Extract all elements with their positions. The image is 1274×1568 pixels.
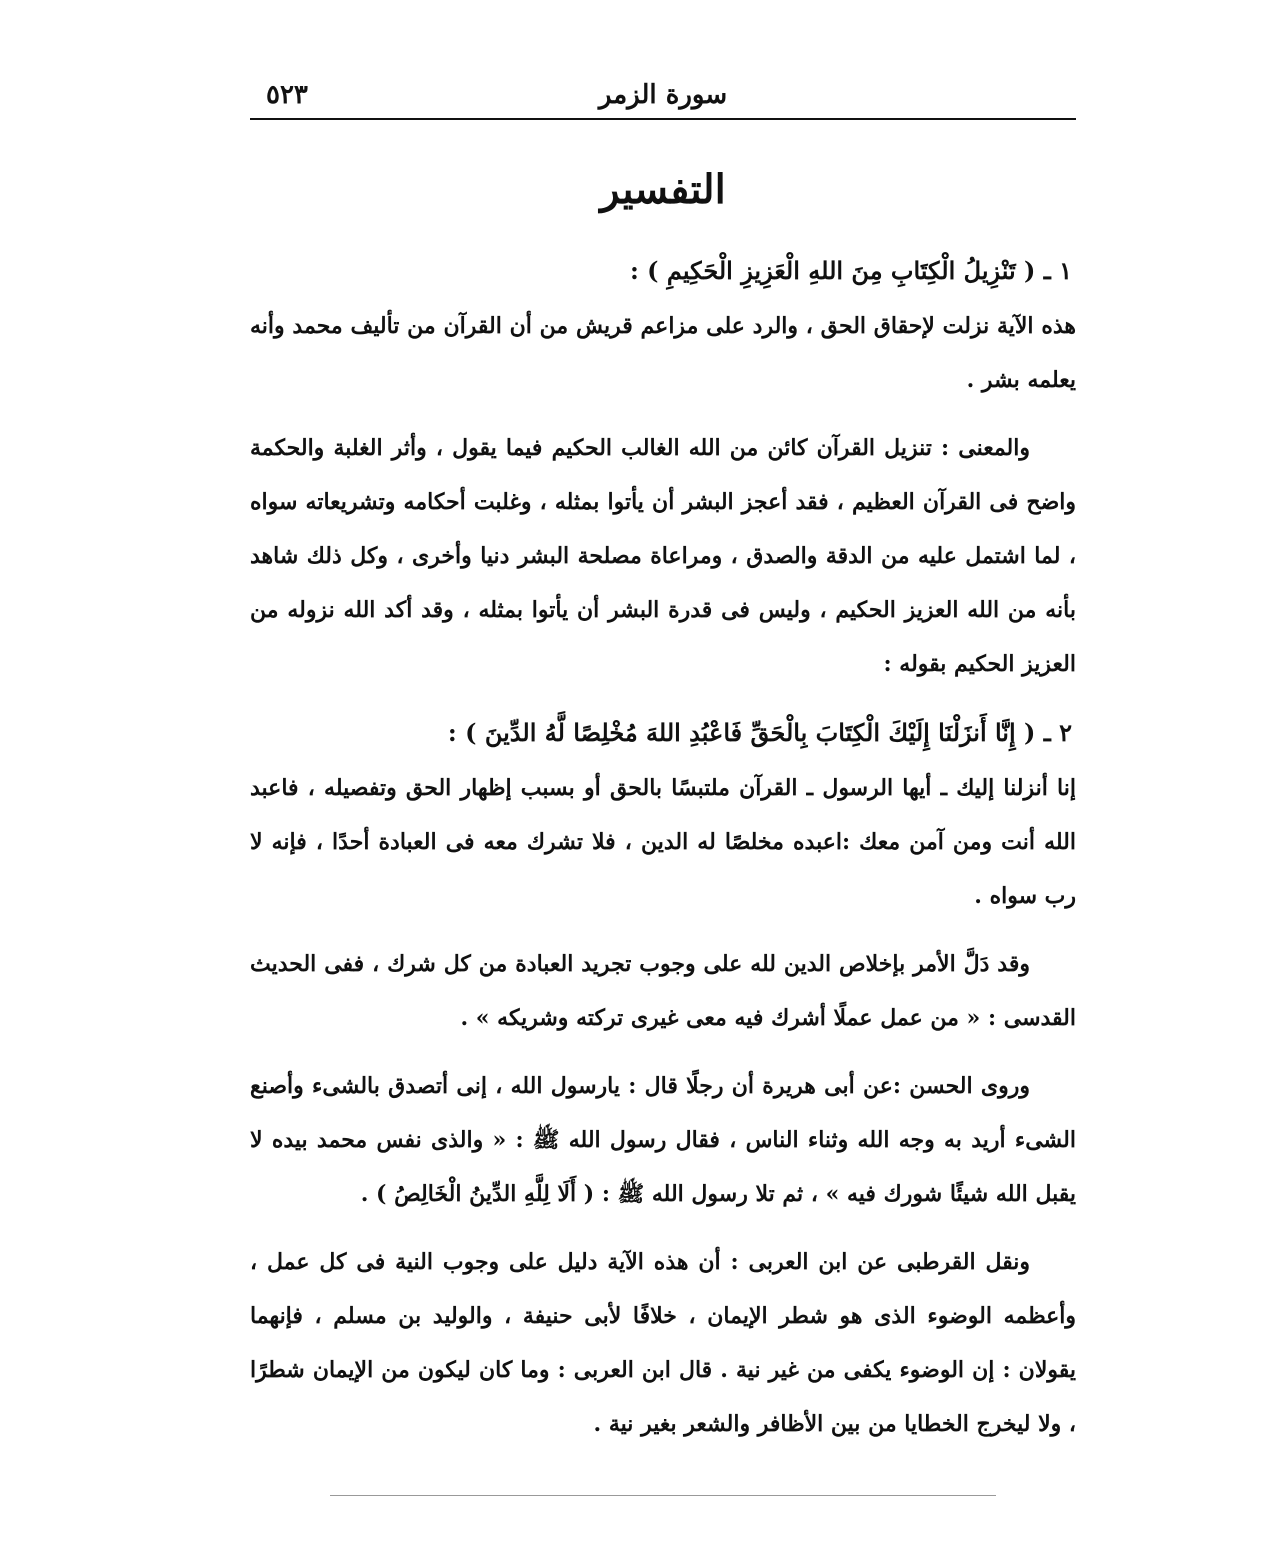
paragraph-4: وقد دَلَّ الأمر بإخلاص الدين لله على وجوب تجريد العبادة من كل شرك ، ففى الحديث القدسى : « من عمل عملًا أشرك فيه معى غيرى تركته وشريكه » . (250, 951, 1076, 1031)
page-header (250, 70, 1076, 120)
paragraph-2: والمعنى : تنزيل القرآن كائن من الله الغالب الحكيم فيما يقول ، وأثر الغلبة والحكمة واضح فى القرآن العظيم ، فقد أعجز البشر أن يأتوا بمثله ، وغلبت أحكامه وتشريعاته سواه ، لما اشتمل عليه من الدقة والصدق ، ومراعاة مصلحة البشر دنيا وأخرى ، وكل ذلك شاهد بأنه من الله العزيز الحكيم ، وليس فى قدرة البشر أن يأتوا بمثله ، وقد أكد الله نزوله من العزيز الحكيم بقوله : (250, 435, 1076, 677)
footer-rule (330, 1495, 996, 1496)
paragraph-3: إنا أنزلنا إليك ـ أيها الرسول ـ القرآن ملتبسًا بالحق أو بسبب إظهار الحق وتفصيله ، فاعبد الله أنت ومن آمن معك :اعبده مخلصًا له الدين ، فلا تشرك معه فى العبادة أحدًا ، فإنه لا رب سواه . (250, 775, 1076, 909)
verse-2-heading: ٢ ـ ( إِنَّا أَنزَلْنَا إِلَيْكَ الْكِتَابَ بِالْحَقِّ فَاعْبُدِ اللهَ مُخْلِصًا لَّهُ الدِّينَ ) : (447, 718, 1072, 747)
verse-1-heading: ١ ـ ( تَنْزِيلُ الْكِتَابِ مِنَ اللهِ الْعَزِيزِ الْحَكِيمِ ) : (629, 256, 1072, 285)
paragraph-5: وروى الحسن :عن أبى هريرة أن رجلًا قال : يارسول الله ، إنى أتصدق بالشىء وأصنع الشىء أريد به وجه الله وثناء الناس ، فقال رسول الله ﷺ : « والذى نفس محمد بيده لا يقبل الله شيئًا شورك فيه » ، ثم تلا رسول الله ﷺ : ( أَلَا لِلَّهِ الدِّينُ الْخَالِصُ ) . (250, 1073, 1076, 1207)
section-title: التفسير (600, 166, 726, 213)
surah-title: سورة الزمر (598, 80, 728, 110)
paragraph-6: ونقل القرطبى عن ابن العربى : أن هذه الآية دليل على وجوب النية فى كل عمل ، وأعظمه الوضوء الذى هو شطر الإيمان ، خلافًا لأبى حنيفة ، والوليد بن مسلم ، فإنهما يقولان : إن الوضوء يكفى من غير نية . قال ابن العربى : وما كان ليكون من الإيمان شطرًا ، ولا ليخرج الخطايا من بين الأظافر والشعر بغير نية . (250, 1249, 1076, 1437)
paragraph-1: هذه الآية نزلت لإحقاق الحق ، والرد على مزاعم قريش من أن القرآن من تأليف محمد وأنه يعلمه بشر . (250, 313, 1076, 393)
book-page (250, 70, 1076, 1510)
page-number: ٥٢٣ (266, 80, 308, 110)
